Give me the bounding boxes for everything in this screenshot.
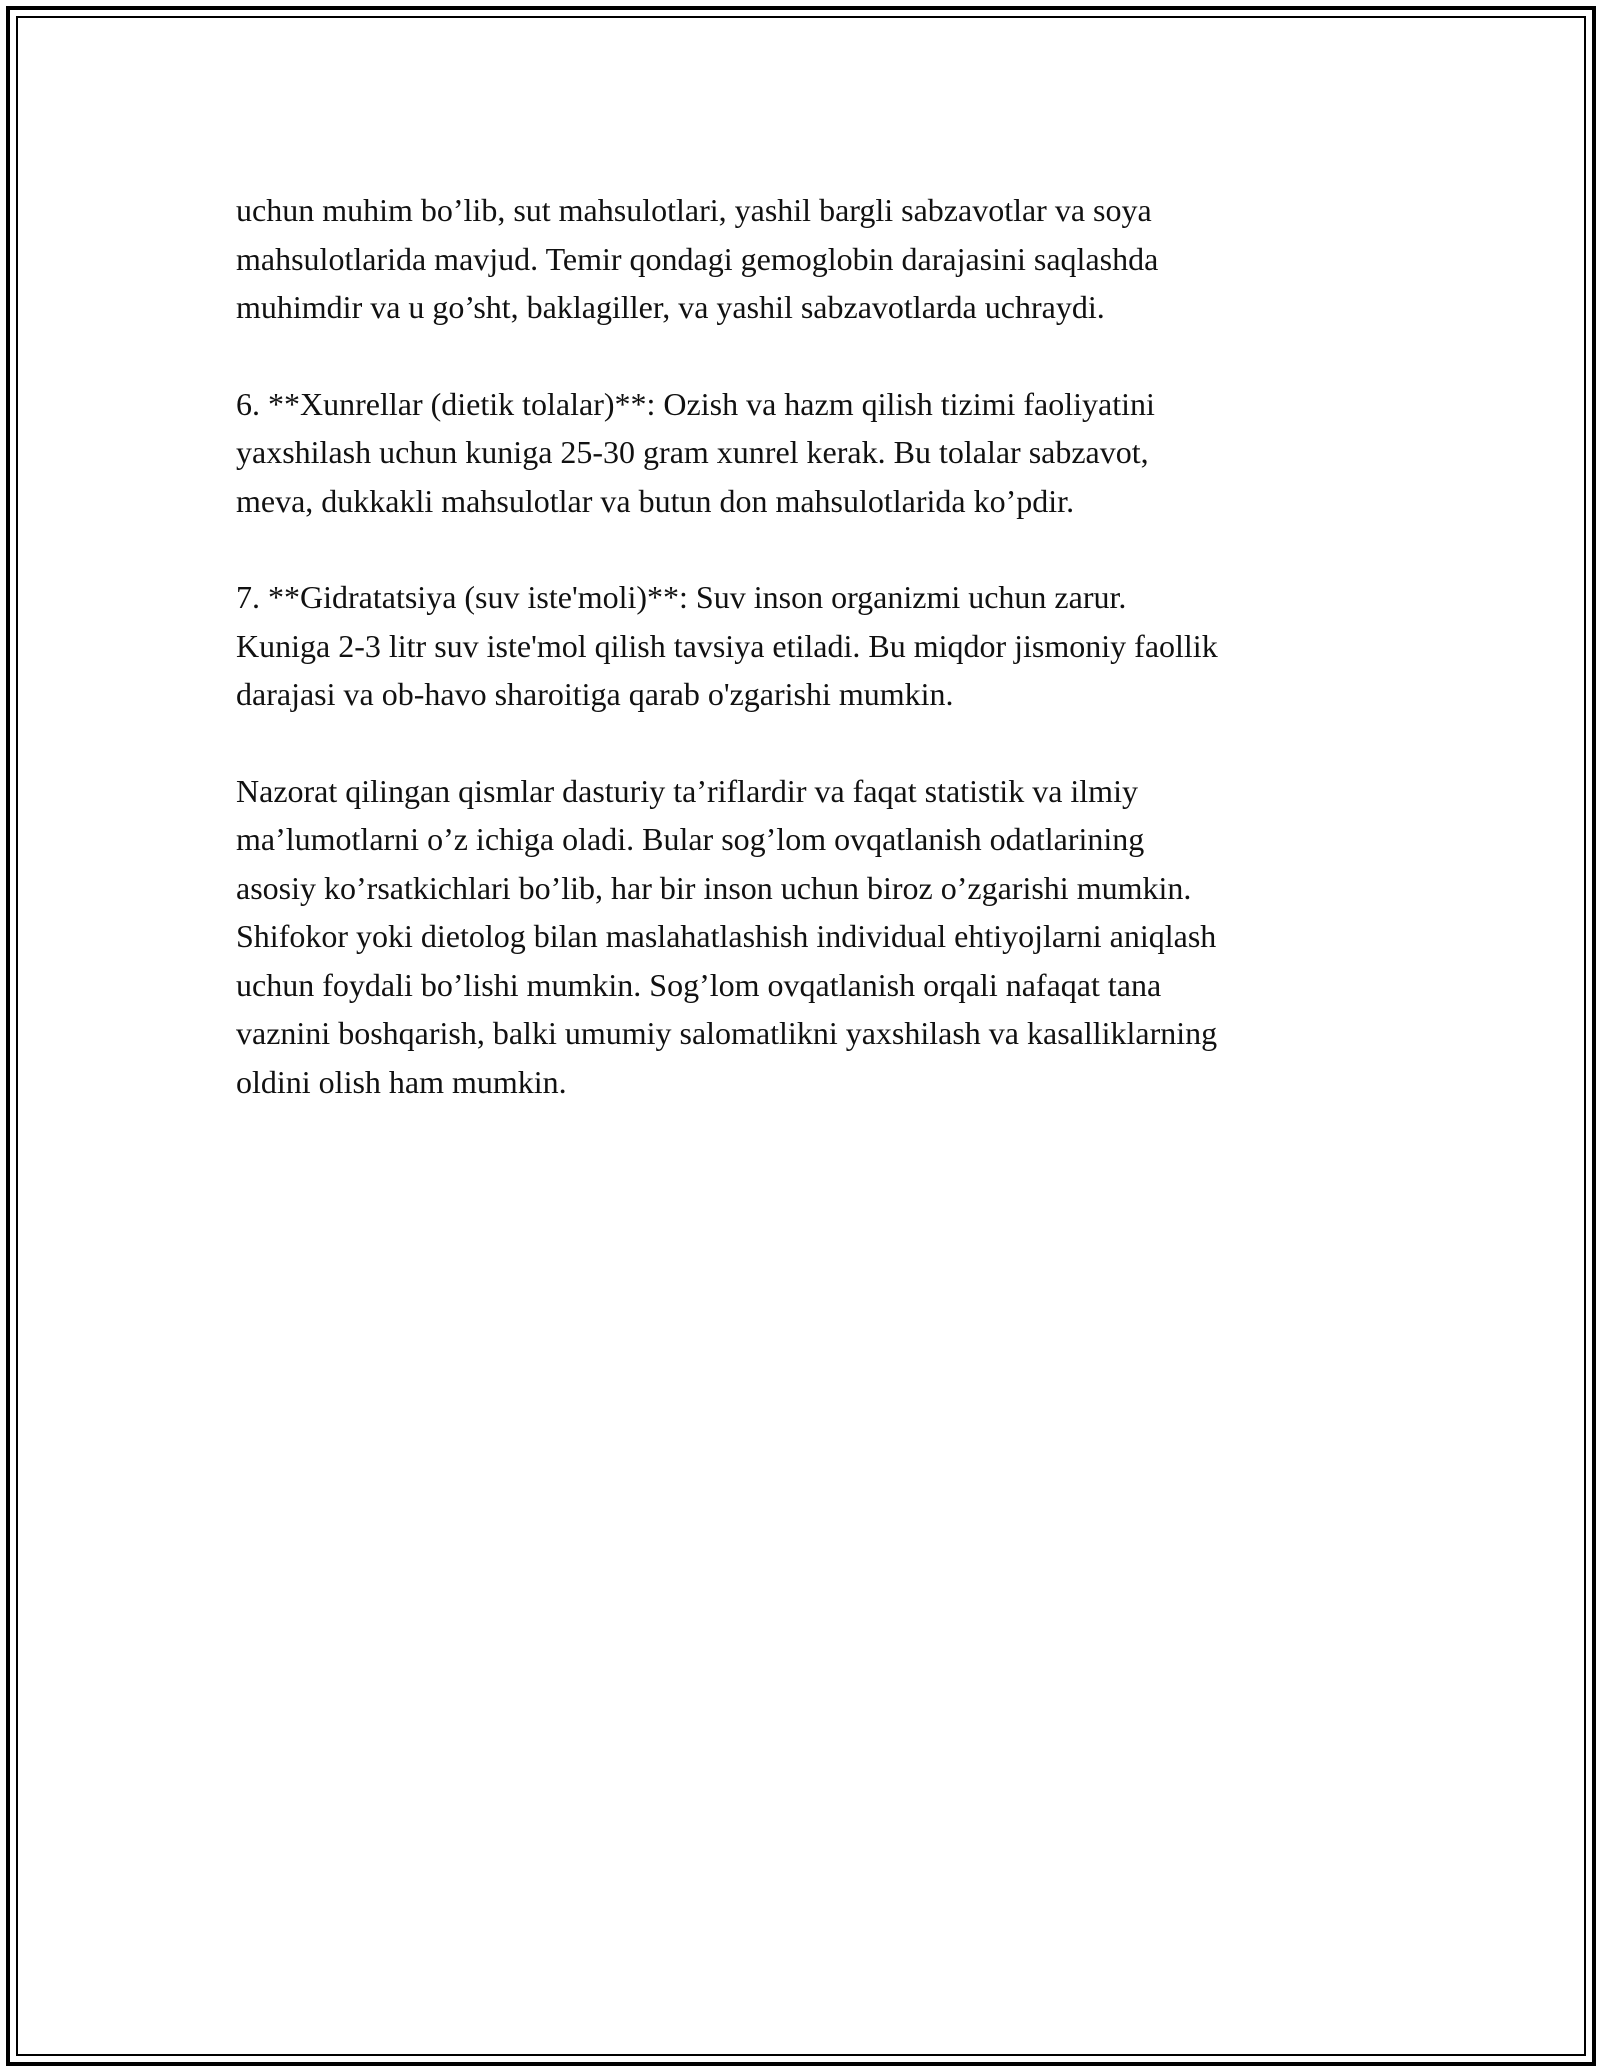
text-line: uchun foydali bo’lishi mumkin. Sog’lom ovqatlanish orqali nafaqat tana <box>236 966 1162 1003</box>
document-body <box>236 186 1366 1154</box>
text-line: oldini olish ham mumkin. <box>236 1063 567 1100</box>
paragraph-hydration <box>236 573 1366 719</box>
text-line: muhimdir va u go’sht, baklagiller, va yashil sabzavotlarda uchraydi. <box>236 289 1105 325</box>
text-line: Nazorat qilingan qismlar dasturiy ta’riflardir va faqat statistik va ilmiy <box>236 772 1138 809</box>
text-line: Kuniga 2-3 litr suv iste'mol qilish tavsiya etiladi. Bu miqdor jismoniy faollik <box>236 627 1218 664</box>
text-line: uchun muhim bo’lib, sut mahsulotlari, yashil bargli sabzavotlar va soya <box>236 192 1152 228</box>
text-line: Shifokor yoki dietolog bilan maslahatlashish individual ehtiyojlarni aniqlash <box>236 918 1217 954</box>
paragraph-dietary-fiber <box>236 380 1366 526</box>
text-line: meva, dukkakli mahsulotlar va butun don mahsulotlarida ko’pdir. <box>236 482 1075 519</box>
paragraph-conclusion <box>236 767 1366 1107</box>
text-line: vaznini boshqarish, balki umumiy salomatlikni yaxshilash va kasalliklarning <box>236 1015 1218 1051</box>
text-line: 7. **Gidratatsiya (suv iste'moli)**: Suv inson organizmi uchun zarur. <box>236 579 1127 615</box>
text-line: ma’lumotlarni o’z ichiga oladi. Bular sog’lom ovqatlanish odatlarining <box>236 821 1145 857</box>
paragraph-minerals-continued <box>236 186 1366 332</box>
text-line: asosiy ko’rsatkichlari bo’lib, har bir inson uchun biroz o’zgarishi mumkin. <box>236 869 1192 906</box>
text-line: 6. **Xunrellar (dietik tolalar)**: Ozish va hazm qilish tizimi faoliyatini <box>236 385 1155 422</box>
text-line: darajasi va ob-havo sharoitiga qarab o'zgarishi mumkin. <box>236 676 954 712</box>
text-line: mahsulotlarida mavjud. Temir qondagi gemoglobin darajasini saqlashda <box>236 240 1159 277</box>
text-line: yaxshilash uchun kuniga 25-30 gram xunrel kerak. Bu tolalar sabzavot, <box>236 434 1149 470</box>
